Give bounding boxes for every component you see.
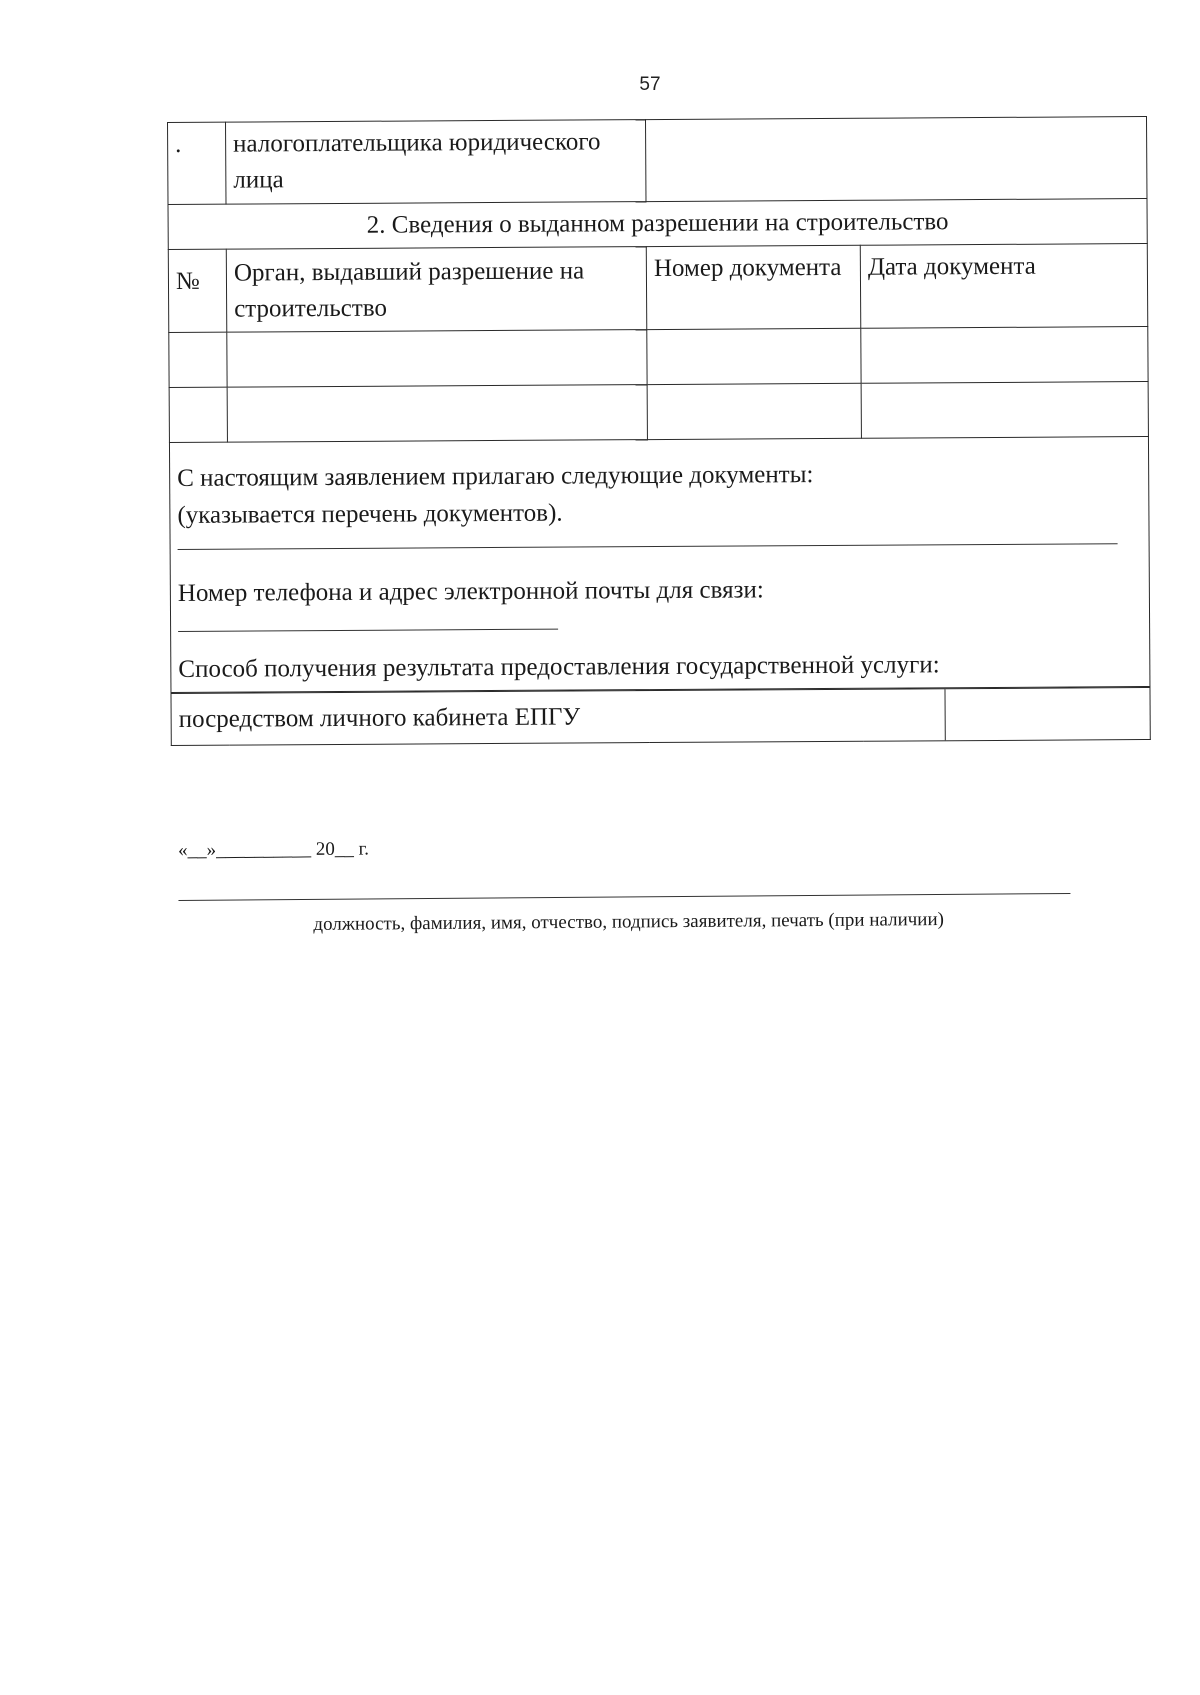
signature-caption: должность, фамилия, имя, отчество, подпись заявителя, печать (при наличии) — [313, 908, 945, 935]
header-num: № — [168, 249, 227, 333]
signature-block — [178, 833, 1079, 937]
taxpayer-row-value — [645, 117, 1146, 202]
method-row — [171, 687, 1150, 745]
row-1-doc-date — [861, 327, 1148, 384]
contacts-label: Номер телефона и адрес электронной почты для связи: — [177, 576, 764, 607]
method-cell — [171, 687, 1150, 745]
form-table — [167, 116, 1151, 745]
taxpayer-row — [168, 117, 1147, 204]
application-form — [167, 116, 1151, 745]
signature-line — [178, 893, 1070, 901]
attachments-hint: (указывается перечень документов). — [177, 499, 563, 529]
section-2-title: 2. Сведения о выданном разрешении на строительство — [168, 198, 1147, 249]
attachments-row — [169, 437, 1150, 693]
table-row — [169, 382, 1148, 443]
taxpayer-row-num: . — [168, 122, 226, 204]
method-title: Способ получения результата предоставления государственной услуги: — [178, 651, 940, 683]
method-option-checkbox — [945, 688, 1150, 740]
taxpayer-row-label: налогоплательщика юридического лица — [226, 120, 646, 204]
table-row — [169, 327, 1148, 388]
attachments-intro: С настоящим заявлением прилагаю следующие документы: — [177, 461, 814, 493]
header-doc-number: Номер документа — [646, 245, 861, 330]
row-1-doc-number — [647, 329, 861, 385]
row-2-num — [169, 387, 227, 442]
method-option-epgu: посредством личного кабинета ЕПГУ — [171, 689, 945, 744]
row-2-doc-number — [647, 384, 861, 440]
page-number: 57 — [639, 74, 661, 95]
row-1-organ — [227, 330, 647, 388]
attachments-cell — [169, 437, 1150, 693]
method-table — [171, 687, 1149, 744]
row-1-num — [169, 332, 227, 387]
date-line: «__»__________ 20__ г. — [178, 838, 370, 861]
permit-header-row — [168, 243, 1147, 332]
header-organ: Орган, выдавший разрешение на строительство — [226, 246, 647, 332]
row-2-organ — [227, 385, 647, 443]
section-2-row — [168, 198, 1147, 249]
header-doc-date: Дата документа — [860, 243, 1148, 328]
row-2-doc-date — [861, 382, 1148, 439]
